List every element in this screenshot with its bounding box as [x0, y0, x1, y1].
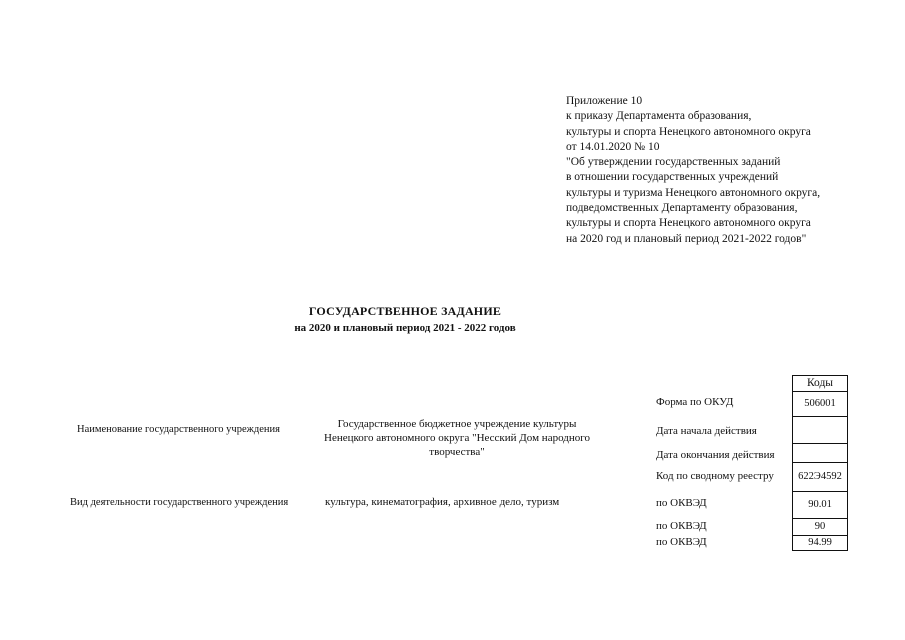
appendix-line: Приложение 10	[566, 95, 643, 107]
end-date-cell	[792, 443, 848, 463]
okved-label: по ОКВЭД	[656, 497, 707, 509]
start-date-label: Дата начала действия	[656, 425, 757, 437]
appendix-line: в отношении государственных учреждений	[566, 171, 779, 184]
document-subtitle: на 2020 и плановый период 2021 - 2022 годов	[294, 322, 516, 334]
okved-label: по ОКВЭД	[656, 536, 707, 548]
institution-name-line: Государственное бюджетное учреждение культуры	[337, 418, 577, 430]
institution-name-line: Ненецкого автономного округа "Несский Дом народного	[324, 432, 590, 444]
appendix-line: к приказу Департамента образования,	[566, 110, 752, 123]
appendix-line: "Об утверждении государственных заданий	[566, 156, 781, 169]
end-date-label: Дата окончания действия	[656, 449, 775, 461]
appendix-block	[566, 94, 886, 247]
okved-code-cell: 90.01	[792, 491, 848, 519]
registry-code-cell: 622Э4592	[792, 462, 848, 492]
institution-name-line: творчества"	[429, 446, 485, 458]
appendix-line: от 14.01.2020 № 10	[566, 140, 660, 153]
appendix-line: на 2020 год и плановый период 2021-2022 годов"	[566, 232, 807, 245]
okved-code-cell: 90	[792, 518, 848, 536]
okved-label: по ОКВЭД	[656, 520, 707, 532]
appendix-line: культуры и спорта Ненецкого автономного округа	[566, 217, 811, 230]
codes-header: Коды	[792, 375, 848, 392]
start-date-cell	[792, 416, 848, 444]
institution-label: Наименование государственного учреждения	[77, 424, 280, 435]
okved-code-cell: 94.99	[792, 535, 848, 551]
appendix-line: подведомственных Департаменту образования,	[566, 202, 798, 215]
activity-value: культура, кинематография, архивное дело, туризм	[325, 496, 560, 508]
okud-label: Форма по ОКУД	[656, 396, 734, 408]
appendix-line: культуры и спорта Ненецкого автономного округа	[566, 125, 811, 138]
registry-code-label: Код по сводному реестру	[656, 470, 774, 482]
institution-name	[302, 417, 612, 459]
appendix-line: культуры и туризма Ненецкого автономного округа,	[566, 186, 821, 199]
okud-code-cell: 506001	[792, 391, 848, 417]
document-title: ГОСУДАРСТВЕННОЕ ЗАДАНИЕ	[308, 304, 502, 318]
activity-label: Вид деятельности государственного учреждения	[70, 497, 289, 508]
